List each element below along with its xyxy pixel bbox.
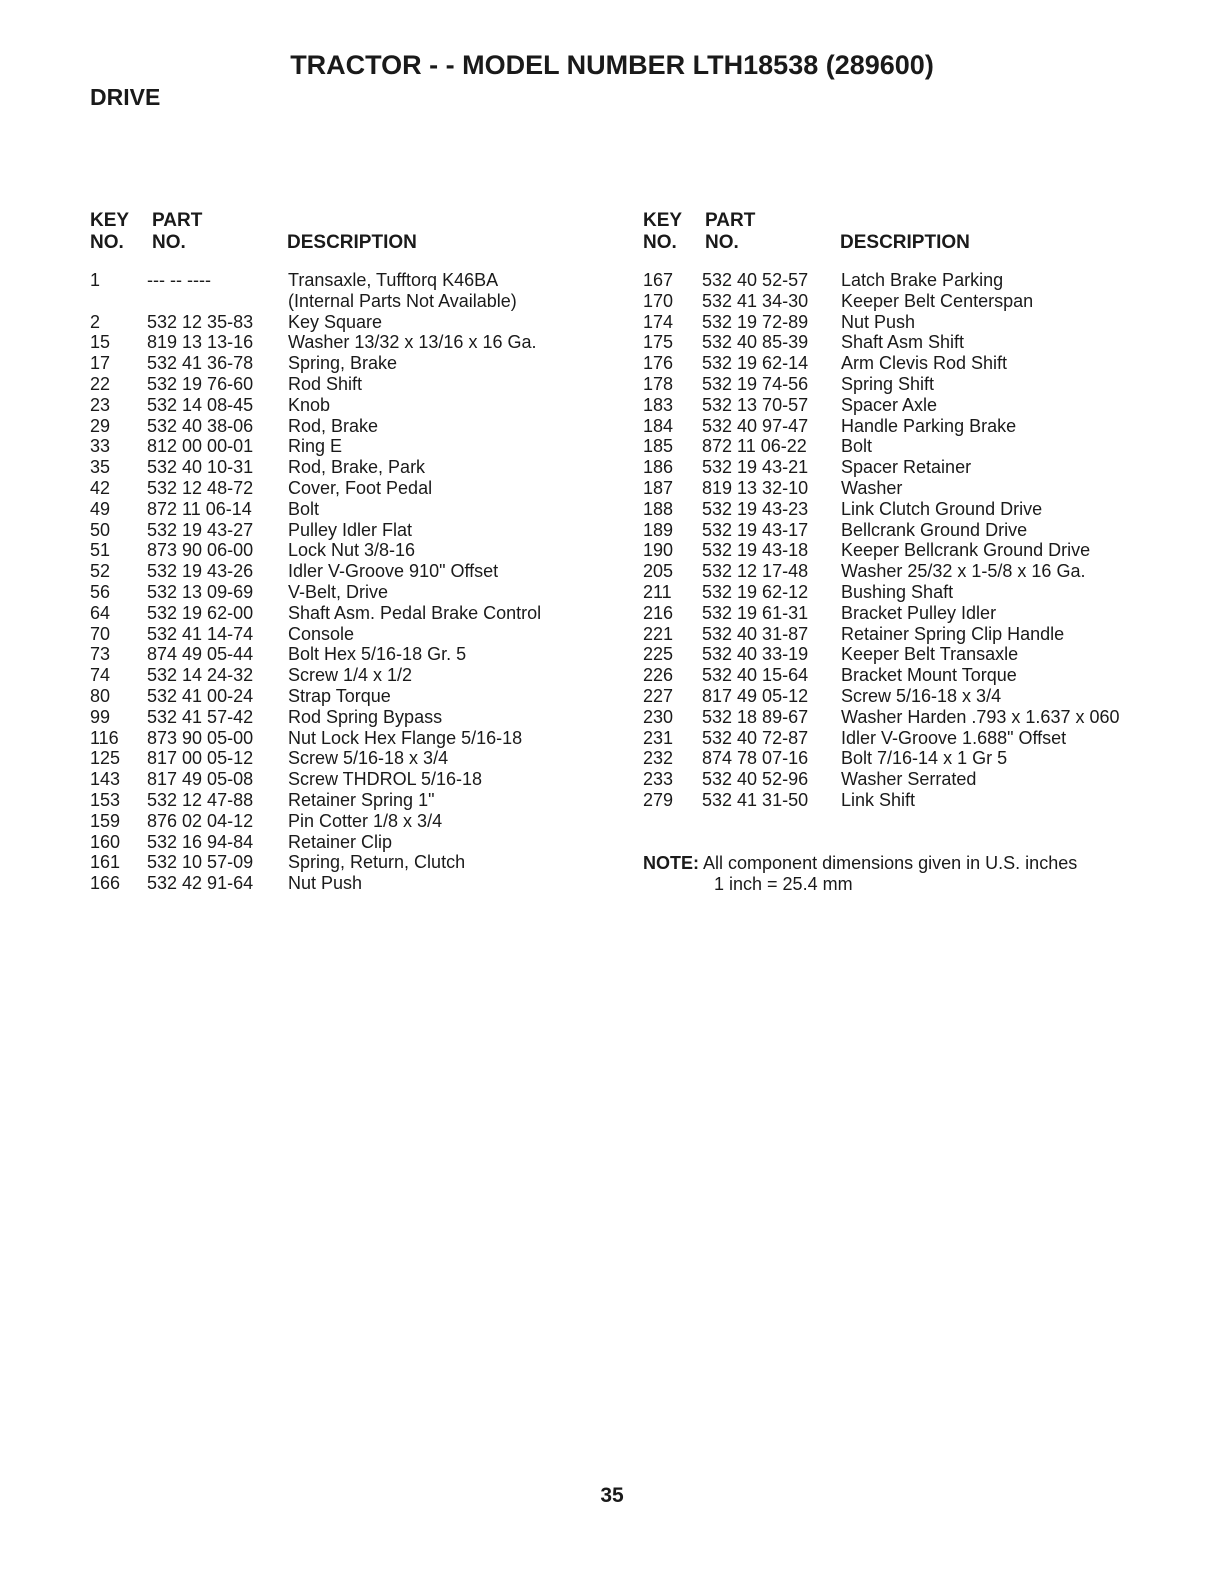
part-number-cell: 532 13 09-69 <box>147 581 254 602</box>
part-number-cell: 532 13 70-57 <box>702 394 809 415</box>
description-cell: Bolt <box>288 498 320 519</box>
part-number-cell: 532 12 17-48 <box>702 561 809 582</box>
description-cell: Screw THDROL 5/16-18 <box>288 769 483 790</box>
table-body <box>643 270 1163 811</box>
description-cell: Spring, Return, Clutch <box>288 852 466 873</box>
table-row <box>90 561 610 582</box>
part-number-cell: 532 40 15-64 <box>702 665 809 686</box>
table-row <box>643 291 1163 312</box>
table-row <box>90 478 610 499</box>
key-cell: 15 <box>90 332 111 353</box>
part-number-cell: 532 41 14-74 <box>147 623 254 644</box>
key-cell: 161 <box>90 852 121 873</box>
part-number-cell: 532 19 62-14 <box>702 353 809 374</box>
description-cell: Retainer Clip <box>288 831 393 852</box>
description-cell: Retainer Spring 1" <box>288 789 435 810</box>
table-row <box>90 374 610 395</box>
note-label: NOTE: <box>643 853 699 873</box>
key-cell: 99 <box>90 706 111 727</box>
part-number-cell: 532 12 48-72 <box>147 477 254 498</box>
description-cell: Pulley Idler Flat <box>288 519 413 540</box>
table-row <box>90 416 610 437</box>
part-number-cell: 532 42 91-64 <box>147 873 254 894</box>
part-number-cell: 819 13 32-10 <box>702 477 809 498</box>
description-cell: Washer 25/32 x 1-5/8 x 16 Ga. <box>841 561 1086 582</box>
table-row <box>643 707 1163 728</box>
table-row <box>90 291 610 312</box>
key-cell: 33 <box>90 436 111 457</box>
key-cell: 221 <box>643 623 674 644</box>
key-cell: 175 <box>643 332 674 353</box>
description-cell: Washer 13/32 x 13/16 x 16 Ga. <box>288 332 537 353</box>
table-row <box>90 499 610 520</box>
key-cell: 73 <box>90 644 111 665</box>
key-cell: 52 <box>90 561 111 582</box>
description-cell: Rod, Brake <box>288 415 379 436</box>
part-number-cell: 532 40 31-87 <box>702 623 809 644</box>
description-cell: Retainer Spring Clip Handle <box>841 623 1065 644</box>
description-cell: Spacer Axle <box>841 394 938 415</box>
page-number: 35 <box>600 1484 624 1507</box>
part-number-cell: 532 41 31-50 <box>702 789 809 810</box>
part-number-cell: 872 11 06-14 <box>147 498 252 519</box>
table-row <box>90 728 610 749</box>
part-number-cell: 532 40 33-19 <box>702 644 809 665</box>
key-cell: 50 <box>90 519 111 540</box>
description-cell: Keeper Bellcrank Ground Drive <box>841 540 1091 561</box>
description-cell: Console <box>288 623 355 644</box>
part-number-cell: 532 19 76-60 <box>147 373 254 394</box>
table-row <box>90 790 610 811</box>
key-cell: 184 <box>643 415 674 436</box>
key-cell: 178 <box>643 373 674 394</box>
key-header-line1: KEY <box>643 210 683 231</box>
key-cell: 22 <box>90 373 111 394</box>
key-cell: 185 <box>643 436 674 457</box>
description-cell: Handle Parking Brake <box>841 415 1017 436</box>
table-header <box>90 210 610 260</box>
part-number-cell: 532 14 08-45 <box>147 394 254 415</box>
table-row <box>643 644 1163 665</box>
table-row <box>90 457 610 478</box>
part-number-cell: 532 41 34-30 <box>702 290 809 311</box>
part-number-cell: 532 41 36-78 <box>147 353 254 374</box>
description-cell: Bracket Pulley Idler <box>841 602 997 623</box>
key-cell: 159 <box>90 810 121 831</box>
part-number-cell: 532 19 43-27 <box>147 519 254 540</box>
table-row <box>643 436 1163 457</box>
key-cell: 205 <box>643 561 674 582</box>
description-cell: Strap Torque <box>288 685 391 706</box>
table-row <box>643 728 1163 749</box>
key-cell: 186 <box>643 457 674 478</box>
key-cell: 174 <box>643 311 674 332</box>
key-header-line2: NO. <box>90 232 124 253</box>
table-row <box>90 873 610 894</box>
table-row <box>90 852 610 873</box>
part-header-line1: PART <box>705 210 756 231</box>
table-row <box>643 624 1163 645</box>
table-row <box>643 312 1163 333</box>
table-row <box>90 832 610 853</box>
table-row <box>90 540 610 561</box>
part-number-cell: 532 40 52-96 <box>702 769 809 790</box>
table-row <box>90 665 610 686</box>
part-number-cell: 532 16 94-84 <box>147 831 254 852</box>
key-cell: 227 <box>643 685 674 706</box>
section-heading: DRIVE <box>90 84 161 110</box>
table-row <box>643 416 1163 437</box>
part-number-cell: 532 41 00-24 <box>147 685 254 706</box>
key-cell: 176 <box>643 353 674 374</box>
description-cell: Transaxle, Tufftorq K46BA <box>288 270 499 290</box>
parts-table-right <box>643 210 1163 811</box>
part-number-cell: 532 12 35-83 <box>147 311 254 332</box>
table-row <box>643 270 1163 291</box>
part-number-cell: --- -- ---- <box>147 270 211 290</box>
key-header-line2: NO. <box>643 232 677 253</box>
key-cell: 160 <box>90 831 121 852</box>
key-cell: 230 <box>643 706 674 727</box>
table-row <box>643 686 1163 707</box>
description-cell: Ring E <box>288 436 343 457</box>
key-cell: 42 <box>90 477 111 498</box>
key-cell: 17 <box>90 353 111 374</box>
table-row <box>90 707 610 728</box>
parts-table-left <box>90 210 610 894</box>
key-cell: 190 <box>643 540 674 561</box>
table-row <box>643 395 1163 416</box>
table-row <box>643 665 1163 686</box>
table-row <box>643 582 1163 603</box>
part-number-cell: 532 12 47-88 <box>147 789 254 810</box>
table-row <box>643 478 1163 499</box>
note-line1: All component dimensions given in U.S. inches <box>703 853 1078 873</box>
key-cell: 143 <box>90 769 121 790</box>
key-header-line1: KEY <box>90 210 130 231</box>
key-cell: 183 <box>643 394 674 415</box>
description-cell: Rod Spring Bypass <box>288 706 443 727</box>
table-row <box>643 769 1163 790</box>
description-cell: Spring, Brake <box>288 353 398 374</box>
table-row <box>643 540 1163 561</box>
part-number-cell: 812 00 00-01 <box>147 436 254 457</box>
key-cell: 35 <box>90 457 111 478</box>
description-cell: Lock Nut 3/8-16 <box>288 540 416 561</box>
key-cell: 231 <box>643 727 674 748</box>
table-row <box>643 332 1163 353</box>
description-cell: (Internal Parts Not Available) <box>288 290 517 311</box>
key-cell: 232 <box>643 748 674 769</box>
key-cell: 279 <box>643 789 674 810</box>
description-cell: Nut Push <box>288 873 363 894</box>
part-number-cell: 532 19 62-00 <box>147 602 254 623</box>
part-number-cell: 817 49 05-12 <box>702 685 809 706</box>
key-cell: 233 <box>643 769 674 790</box>
table-row <box>90 811 610 832</box>
key-cell: 116 <box>90 727 119 748</box>
key-cell: 29 <box>90 415 111 436</box>
description-cell: Bracket Mount Torque <box>841 665 1017 686</box>
table-row <box>643 561 1163 582</box>
description-cell: Bellcrank Ground Drive <box>841 519 1028 540</box>
part-number-cell: 874 49 05-44 <box>147 644 254 665</box>
key-cell: 170 <box>643 290 674 311</box>
part-number-cell: 532 19 43-18 <box>702 540 809 561</box>
description-cell: Washer Serrated <box>841 769 977 790</box>
description-cell: Idler V-Groove 910" Offset <box>288 561 499 582</box>
key-cell: 225 <box>643 644 674 665</box>
description-header: DESCRIPTION <box>840 232 970 253</box>
key-cell: 211 <box>643 581 672 602</box>
table-row <box>90 332 610 353</box>
part-number-cell: 532 40 52-57 <box>702 270 809 290</box>
table-header <box>643 210 1163 260</box>
description-cell: Keeper Belt Transaxle <box>841 644 1019 665</box>
description-cell: Rod, Brake, Park <box>288 457 426 478</box>
table-row <box>643 374 1163 395</box>
key-cell: 56 <box>90 581 111 602</box>
key-cell: 216 <box>643 602 674 623</box>
key-cell: 70 <box>90 623 111 644</box>
description-cell: V-Belt, Drive <box>288 581 389 602</box>
part-number-cell: 817 00 05-12 <box>147 748 254 769</box>
key-cell: 166 <box>90 873 121 894</box>
table-row <box>643 499 1163 520</box>
key-cell: 23 <box>90 394 111 415</box>
part-number-cell: 532 19 43-26 <box>147 561 254 582</box>
table-row <box>90 748 610 769</box>
key-cell: 74 <box>90 665 111 686</box>
description-cell: Screw 5/16-18 x 3/4 <box>288 748 449 769</box>
key-cell: 188 <box>643 498 674 519</box>
note-line2: 1 inch = 25.4 mm <box>714 874 853 894</box>
note-block <box>643 853 1077 895</box>
part-number-cell: 876 02 04-12 <box>147 810 254 831</box>
description-cell: Nut Lock Hex Flange 5/16-18 <box>288 727 523 748</box>
table-row <box>90 624 610 645</box>
part-number-cell: 532 40 10-31 <box>147 457 254 478</box>
table-row <box>643 790 1163 811</box>
table-row <box>643 353 1163 374</box>
description-cell: Cover, Foot Pedal <box>288 477 433 498</box>
key-cell: 125 <box>90 748 121 769</box>
table-row <box>90 436 610 457</box>
key-cell: 64 <box>90 602 111 623</box>
part-number-cell: 532 19 74-56 <box>702 373 809 394</box>
description-cell: Rod Shift <box>288 373 363 394</box>
part-number-cell: 532 19 62-12 <box>702 581 809 602</box>
table-row <box>90 582 610 603</box>
key-cell: 187 <box>643 477 674 498</box>
part-number-cell: 532 19 43-23 <box>702 498 809 519</box>
part-number-cell: 872 11 06-22 <box>702 436 807 457</box>
description-cell: Pin Cotter 1/8 x 3/4 <box>288 810 443 831</box>
description-cell: Nut Push <box>841 311 916 332</box>
table-row <box>90 769 610 790</box>
table-row <box>643 748 1163 769</box>
part-number-cell: 532 19 43-17 <box>702 519 809 540</box>
description-cell: Idler V-Groove 1.688" Offset <box>841 727 1067 748</box>
table-row <box>643 457 1163 478</box>
description-cell: Spacer Retainer <box>841 457 972 478</box>
part-number-cell: 532 19 72-89 <box>702 311 809 332</box>
part-number-cell: 532 40 72-87 <box>702 727 809 748</box>
key-cell: 80 <box>90 685 111 706</box>
table-row <box>90 603 610 624</box>
key-cell: 49 <box>90 498 111 519</box>
description-cell: Bolt <box>841 436 873 457</box>
table-row <box>643 520 1163 541</box>
description-cell: Screw 5/16-18 x 3/4 <box>841 685 1002 706</box>
part-number-cell: 532 18 89-67 <box>702 706 809 727</box>
key-cell: 189 <box>643 519 674 540</box>
description-cell: Key Square <box>288 311 383 332</box>
part-number-cell: 873 90 05-00 <box>147 727 254 748</box>
table-row <box>90 686 610 707</box>
part-number-cell: 817 49 05-08 <box>147 769 254 790</box>
part-number-cell: 532 10 57-09 <box>147 852 254 873</box>
description-cell: Link Shift <box>841 789 916 810</box>
description-cell: Washer Harden .793 x 1.637 x 060 <box>841 706 1120 727</box>
description-cell: Keeper Belt Centerspan <box>841 290 1034 311</box>
key-cell: 2 <box>90 311 101 332</box>
part-number-cell: 532 40 38-06 <box>147 415 254 436</box>
part-header-line2: NO. <box>152 232 186 253</box>
description-header: DESCRIPTION <box>287 232 417 253</box>
key-cell: 1 <box>90 270 101 290</box>
part-number-cell: 532 14 24-32 <box>147 665 254 686</box>
part-header-line1: PART <box>152 210 203 231</box>
table-row <box>90 353 610 374</box>
description-cell: Link Clutch Ground Drive <box>841 498 1043 519</box>
part-number-cell: 874 78 07-16 <box>702 748 809 769</box>
description-cell: Shaft Asm. Pedal Brake Control <box>288 602 542 623</box>
table-row <box>90 312 610 333</box>
part-number-cell: 819 13 13-16 <box>147 332 254 353</box>
part-number-cell: 532 19 43-21 <box>702 457 809 478</box>
part-number-cell: 532 40 85-39 <box>702 332 809 353</box>
key-cell: 226 <box>643 665 674 686</box>
part-number-cell: 532 41 57-42 <box>147 706 254 727</box>
description-cell: Washer <box>841 477 903 498</box>
description-cell: Shaft Asm Shift <box>841 332 965 353</box>
description-cell: Knob <box>288 394 331 415</box>
table-row <box>643 603 1163 624</box>
description-cell: Bolt 7/16-14 x 1 Gr 5 <box>841 748 1008 769</box>
part-header-line2: NO. <box>705 232 739 253</box>
description-cell: Spring Shift <box>841 373 935 394</box>
page-title: TRACTOR - - MODEL NUMBER LTH18538 (289600) <box>290 50 934 80</box>
description-cell: Arm Clevis Rod Shift <box>841 353 1008 374</box>
description-cell: Bushing Shaft <box>841 581 954 602</box>
table-row <box>90 270 610 291</box>
table-body <box>90 270 610 894</box>
table-row <box>90 520 610 541</box>
key-cell: 51 <box>90 540 111 561</box>
part-number-cell: 532 40 97-47 <box>702 415 809 436</box>
table-row <box>90 644 610 665</box>
part-number-cell: 532 19 61-31 <box>702 602 809 623</box>
key-cell: 167 <box>643 270 674 290</box>
description-cell: Latch Brake Parking <box>841 270 1004 290</box>
table-row <box>90 395 610 416</box>
description-cell: Screw 1/4 x 1/2 <box>288 665 413 686</box>
description-cell: Bolt Hex 5/16-18 Gr. 5 <box>288 644 467 665</box>
part-number-cell: 873 90 06-00 <box>147 540 254 561</box>
key-cell: 153 <box>90 789 121 810</box>
